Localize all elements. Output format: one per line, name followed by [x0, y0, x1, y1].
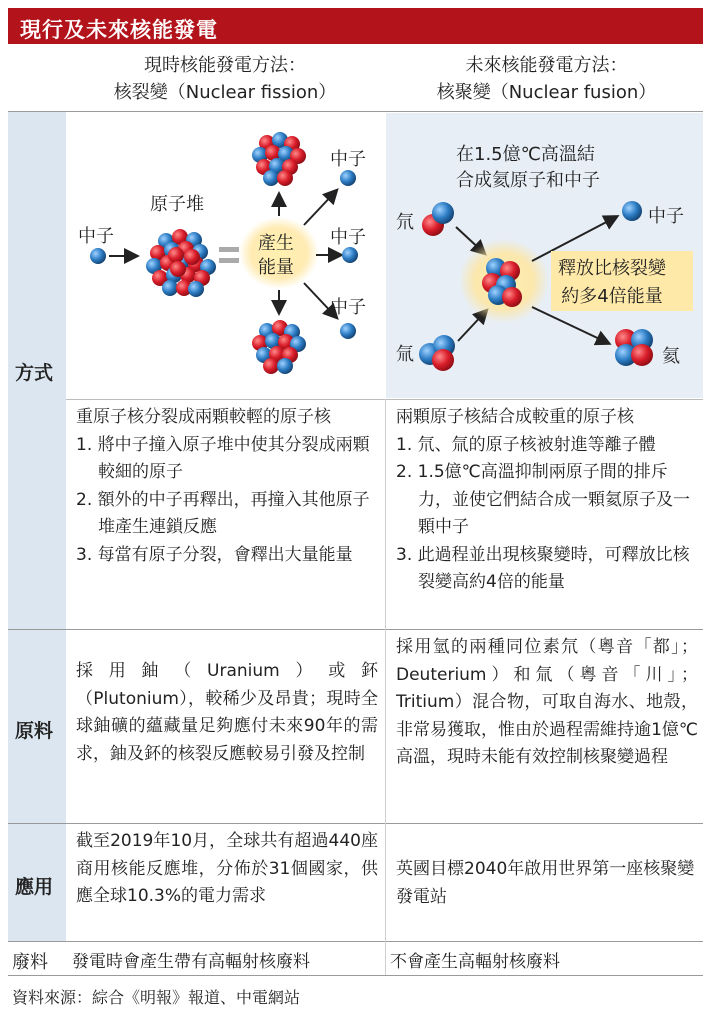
label-release-energy: 釋放比核裂變 約多4倍能量: [558, 258, 666, 307]
divider: [8, 111, 703, 112]
outgoing-neutron-3: [340, 323, 356, 339]
label-neutron-out-2: 中子: [330, 227, 366, 248]
fission-method-text: [76, 404, 380, 569]
fusion-neutron: [622, 201, 642, 221]
fission-header-line2: 核裂變（Nuclear fission）: [113, 82, 337, 103]
label-tritium: 氚: [396, 344, 414, 365]
row-label-waste: 廢料: [12, 952, 48, 973]
fusion-application-text: 英國目標2040年啟用世界第一座核聚變發電站: [396, 859, 695, 907]
fission-waste-text: 發電時會產生帶有高輻射核廢料: [72, 952, 310, 972]
fission-header: [70, 52, 380, 106]
label-helium: 氦: [662, 346, 680, 367]
helium-atom: [615, 329, 653, 366]
label-neutron-out-3: 中子: [330, 297, 366, 318]
divider: [8, 975, 703, 976]
tritium-atom: [419, 335, 455, 371]
fusion-material-text: 採用氫的兩種同位素氘（粵音「都」；Deuterium）和氚（粵音「川」；Tritium）混合物，可取自海水、地殼，非常易獲取，惟由於過程需維持逾1億℃高溫，現時未能有效控制核聚變過程: [396, 637, 698, 767]
outgoing-neutron-1: [340, 170, 356, 186]
equals-sign: [219, 247, 239, 252]
fragment-nucleus-bottom: [252, 320, 306, 374]
fusion-step-3: 3. 此過程並出現核聚變時，可釋放比核裂變高約4倍的能量: [396, 544, 690, 592]
title-bar: [8, 8, 703, 44]
label-neutron-in: 中子: [78, 226, 114, 247]
fusion-header: [390, 52, 703, 106]
label-reactor-pile: 原子堆: [150, 194, 204, 215]
fission-header-line1: 現時核能發電方法：: [144, 55, 306, 76]
fission-step-2: 2. 額外的中子再釋出，再撞入其他原子堆產生連鎖反應: [76, 489, 370, 537]
row-label-band: [8, 112, 66, 942]
divider: [8, 823, 703, 824]
divider: [8, 629, 703, 630]
label-fusion-neutron: 中子: [648, 206, 684, 227]
reactor-pile-nucleus: [146, 229, 216, 297]
fusion-header-line1: 未來核能發電方法：: [465, 55, 628, 76]
fragment-nucleus-top: [252, 132, 306, 186]
divider: [8, 941, 703, 942]
fusion-step-2: 2. 1.5億℃高溫抑制兩原子間的排斥力，並使它們結合成一顆氦原子及一顆中子: [396, 462, 690, 537]
fission-material-text: 採用鈾（Uranium）或鈈（Plutonium），較稀少及昂貴；現時全球鈾礦的蘊藏量足夠應付未來90年的需求，鈾及鈈的核裂反應較易引發及控制: [76, 661, 378, 764]
column-divider: [385, 399, 386, 975]
fission-method-intro: 重原子核分裂成兩顆較輕的原子核: [76, 407, 331, 427]
incoming-neutron: [90, 248, 106, 264]
row-label-application: 應用: [15, 876, 54, 898]
fusion-method-text: [396, 404, 700, 597]
fission-application-text: 截至2019年10月，全球共有超過440座商用核能反應堆，分佈於31個國家，供應全球10.3%的電力需求: [76, 831, 378, 906]
outgoing-neutron-2: [342, 247, 358, 263]
label-deuterium: 氘: [396, 212, 414, 233]
page-title: 現行及未來核能發電: [20, 18, 218, 42]
deuterium-atom: [422, 202, 454, 236]
source-note: 資料來源：綜合《明報》報道、中電網站: [12, 988, 301, 1007]
row-label-material: 原料: [15, 720, 54, 742]
fission-step-1: 1. 將中子撞入原子堆中使其分裂成兩顆較細的原子: [76, 434, 370, 482]
label-energy: 產生 能量: [258, 233, 294, 278]
fusion-waste-text: 不會產生高輻射核廢料: [390, 952, 560, 972]
label-neutron-out-1: 中子: [330, 149, 366, 170]
fusion-step-1: 1. 氘、氚的原子核被射進等離子體: [396, 434, 656, 455]
row-label-method: 方式: [15, 362, 54, 384]
label-fusion-condition: 在1.5億℃高溫結 合成氦原子和中子: [456, 144, 600, 191]
fusion-header-line2: 核聚變（Nuclear fusion）: [436, 82, 657, 103]
fusion-method-intro: 兩顆原子核結合成較重的原子核: [396, 407, 634, 427]
fission-step-3: 3. 每當有原子分裂，會釋出大量能量: [76, 544, 353, 565]
